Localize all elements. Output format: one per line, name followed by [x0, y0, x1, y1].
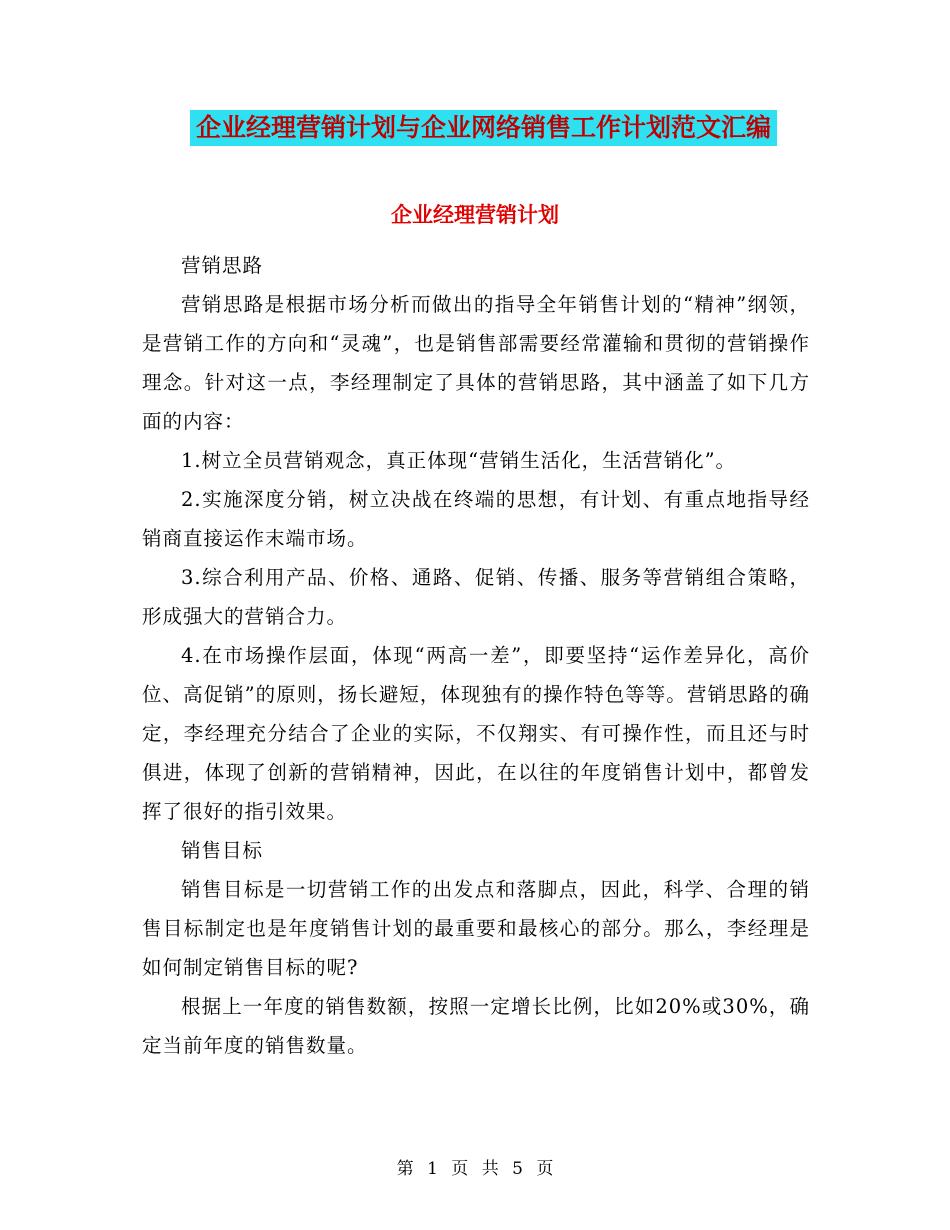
- heading-marketing-approach: 营销思路: [181, 254, 264, 277]
- heading-sales-target: 销售目标: [181, 839, 264, 862]
- footer-current-page: 1: [427, 1159, 438, 1179]
- footer-total-pages: 5: [512, 1159, 523, 1179]
- paragraph: 根据上一年度的销售数额，按照一定增长比例，比如20%或30%，确定当前年度的销售数量。: [142, 995, 810, 1057]
- paragraph: 销售目标是一切营销工作的出发点和落脚点，因此，科学、合理的销售目标制定也是年度销售计划的最重要和最核心的部分。那么，李经理是如何制定销售目标的呢?: [142, 878, 810, 979]
- document-body: [142, 246, 810, 1065]
- list-item: 3.综合利用产品、价格、通路、促销、传播、服务等营销组合策略，形成强大的营销合力。: [142, 566, 810, 628]
- footer-page-suffix: 页: [536, 1159, 554, 1179]
- document-title: 企业经理营销计划与企业网络销售工作计划范文汇编: [190, 110, 777, 146]
- list-item: 4.在市场操作层面，体现“两高一差”，即要坚持“运作差异化，高价位、高促销”的原则，扬长避短，体现独有的操作特色等等。营销思路的确定，李经理充分结合了企业的实际，不仅翔实、有可操作性，而且还与时俱进，体现了创新的营销精神，因此，在以往的年度销售计划中，都曾发挥了很好的指引效果。: [142, 644, 810, 823]
- page-footer: [0, 1157, 950, 1181]
- footer-page-mid: 页: [451, 1159, 469, 1179]
- list-item: 2.实施深度分销，树立决战在终端的思想，有计划、有重点地指导经销商直接运作末端市场。: [142, 488, 810, 550]
- footer-page-prefix: 第: [396, 1159, 414, 1179]
- paragraph: 营销思路是根据市场分析而做出的指导全年销售计划的“精神”纲领，是营销工作的方向和“灵魂”，也是销售部需要经常灌输和贯彻的营销操作理念。针对这一点，李经理制定了具体的营销思路，其中涵盖了如下几方面的内容：: [142, 293, 810, 433]
- footer-total-prefix: 共: [481, 1159, 499, 1179]
- section-title: 企业经理营销计划: [391, 202, 559, 227]
- list-item: 1.树立全员营销观念，真正体现“营销生活化，生活营销化”。: [181, 449, 737, 472]
